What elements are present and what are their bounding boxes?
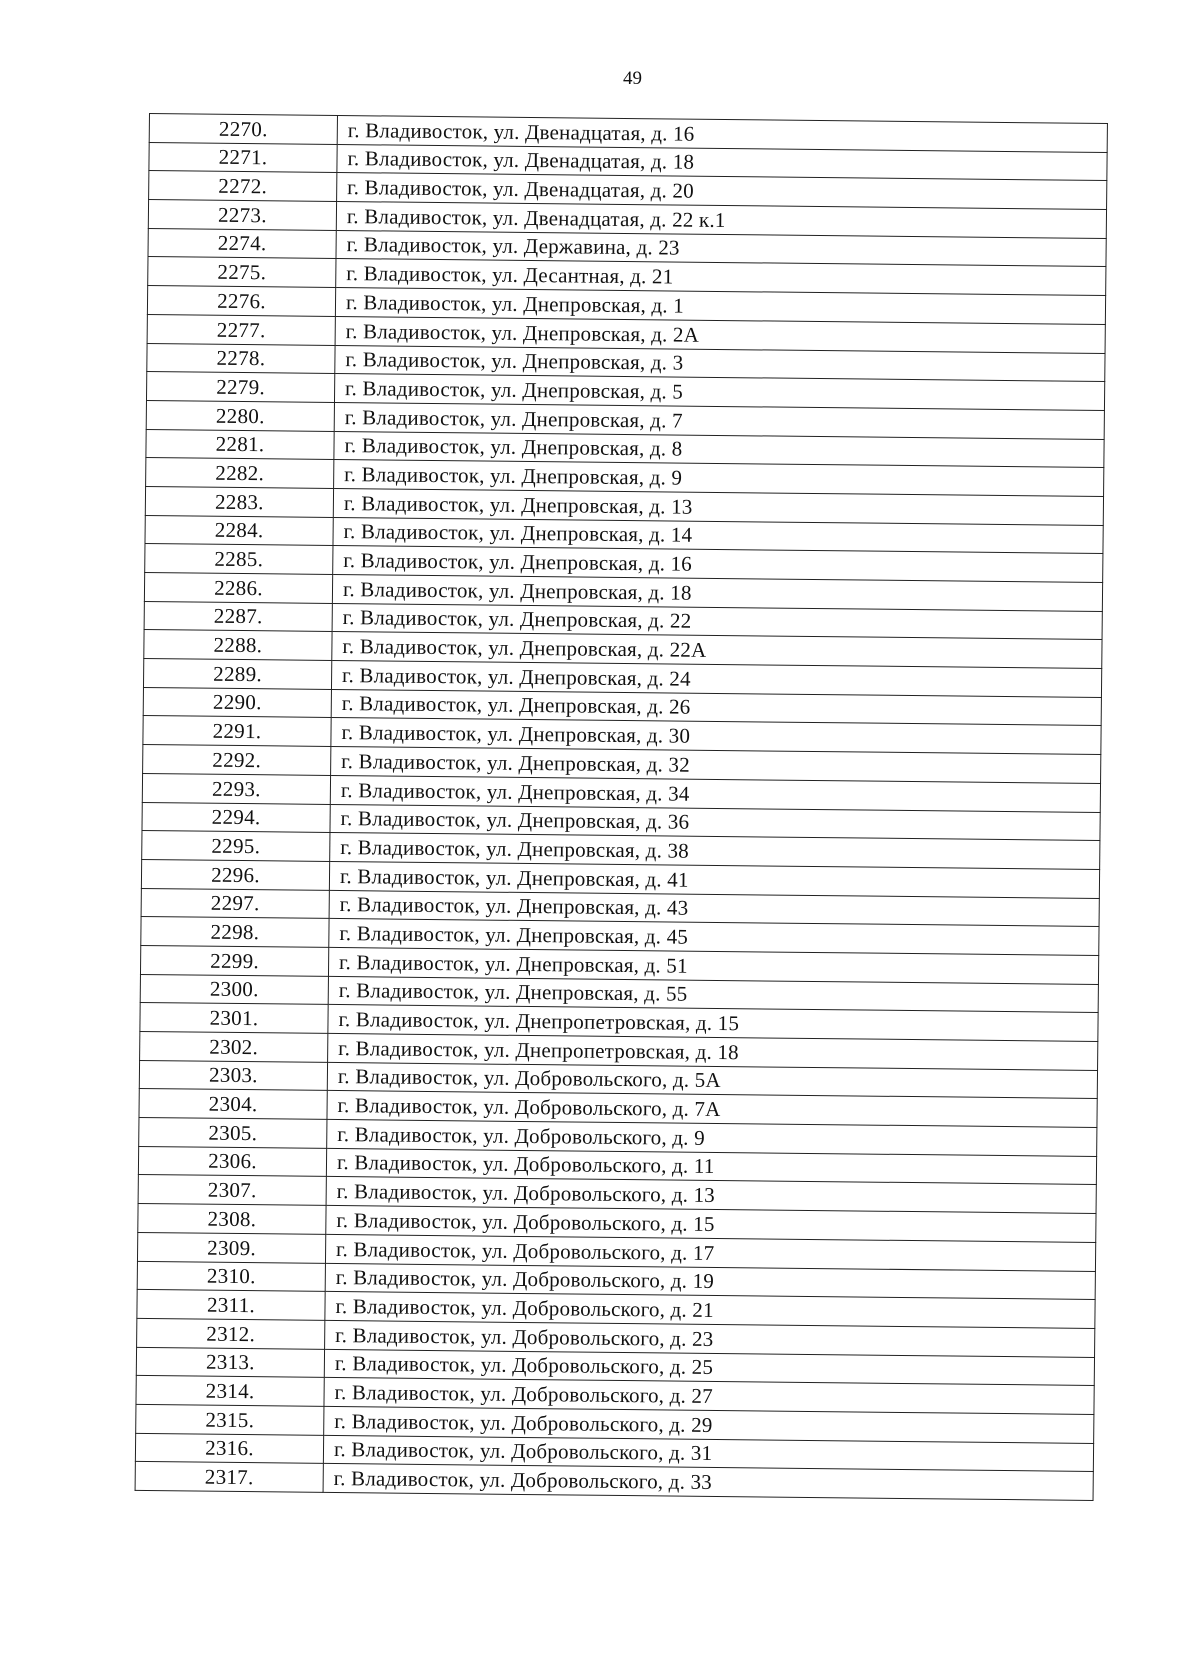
row-number-cell: 2302. xyxy=(140,1031,328,1062)
row-number-cell: 2299. xyxy=(140,945,328,976)
address-cell: г. Владивосток, ул. Днепровская, д. 1 xyxy=(335,288,1105,325)
address-cell: г. Владивосток, ул. Двенадцатая, д. 20 xyxy=(337,173,1107,210)
address-cell: г. Владивосток, ул. Добровольского, д. 19 xyxy=(325,1263,1095,1300)
address-cell: г. Владивосток, ул. Двенадцатая, д. 22 к.1 xyxy=(336,202,1106,239)
address-cell: г. Владивосток, ул. Днепровская, д. 30 xyxy=(331,718,1101,755)
row-number-cell: 2273. xyxy=(148,200,336,231)
address-cell: г. Владивосток, ул. Добровольского, д. 25 xyxy=(324,1349,1094,1386)
address-cell: г. Владивосток, ул. Добровольского, д. 21 xyxy=(325,1292,1095,1329)
address-cell: г. Владивосток, ул. Десантная, д. 21 xyxy=(336,259,1106,296)
row-number-cell: 2294. xyxy=(142,802,330,833)
row-number-cell: 2275. xyxy=(148,257,336,288)
address-cell: г. Владивосток, ул. Днепровская, д. 3 xyxy=(335,345,1105,382)
address-cell: г. Владивосток, ул. Добровольского, д. 5А xyxy=(327,1062,1097,1099)
row-number-cell: 2288. xyxy=(144,630,332,661)
address-cell: г. Владивосток, ул. Добровольского, д. 33 xyxy=(323,1464,1093,1501)
row-number-cell: 2305. xyxy=(139,1118,327,1149)
address-cell: г. Владивосток, ул. Добровольского, д. 29 xyxy=(324,1406,1094,1443)
address-cell: г. Владивосток, ул. Днепровская, д. 45 xyxy=(329,919,1099,956)
address-cell: г. Владивосток, ул. Днепровская, д. 24 xyxy=(331,661,1101,698)
address-cell: г. Владивосток, ул. Добровольского, д. 11 xyxy=(326,1148,1096,1185)
address-cell: г. Владивосток, ул. Добровольского, д. 31 xyxy=(323,1435,1093,1472)
address-cell: г. Владивосток, ул. Днепровская, д. 36 xyxy=(330,804,1100,841)
row-number-cell: 2277. xyxy=(147,314,335,345)
row-number-cell: 2276. xyxy=(147,286,335,317)
row-number-cell: 2293. xyxy=(142,773,330,804)
row-number-cell: 2280. xyxy=(146,400,334,431)
address-cell: г. Владивосток, ул. Добровольского, д. 17 xyxy=(325,1234,1095,1271)
row-number-cell: 2298. xyxy=(141,917,329,948)
row-number-cell: 2304. xyxy=(139,1089,327,1120)
address-cell: г. Владивосток, ул. Днепропетровская, д. 18 xyxy=(328,1033,1098,1070)
address-cell: г. Владивосток, ул. Днепровская, д. 55 xyxy=(328,976,1098,1013)
row-number-cell: 2311. xyxy=(137,1290,325,1321)
row-number-cell: 2308. xyxy=(138,1204,326,1235)
address-cell: г. Владивосток, ул. Добровольского, д. 15 xyxy=(326,1206,1096,1243)
row-number-cell: 2291. xyxy=(143,716,331,747)
row-number-cell: 2279. xyxy=(146,372,334,403)
address-cell: г. Владивосток, ул. Двенадцатая, д. 18 xyxy=(337,144,1107,181)
row-number-cell: 2303. xyxy=(139,1060,327,1091)
address-cell: г. Владивосток, ул. Днепровская, д. 14 xyxy=(333,517,1103,554)
row-number-cell: 2289. xyxy=(143,659,331,690)
address-cell: г. Владивосток, ул. Добровольского, д. 7А xyxy=(327,1091,1097,1128)
address-cell: г. Владивосток, ул. Днепровская, д. 2А xyxy=(335,316,1105,353)
row-number-cell: 2286. xyxy=(144,572,332,603)
row-number-cell: 2278. xyxy=(147,343,335,374)
row-number-cell: 2309. xyxy=(137,1232,325,1263)
address-cell: г. Владивосток, ул. Днепровская, д. 38 xyxy=(330,833,1100,870)
row-number-cell: 2295. xyxy=(142,831,330,862)
address-cell: г. Владивосток, ул. Добровольского, д. 9 xyxy=(327,1119,1097,1156)
row-number-cell: 2301. xyxy=(140,1003,328,1034)
address-cell: г. Владивосток, ул. Добровольского, д. 23 xyxy=(325,1320,1095,1357)
address-cell: г. Владивосток, ул. Днепровская, д. 34 xyxy=(330,775,1100,812)
row-number-cell: 2292. xyxy=(143,745,331,776)
address-cell: г. Владивосток, ул. Днепровская, д. 32 xyxy=(331,747,1101,784)
row-number-cell: 2315. xyxy=(136,1404,324,1435)
row-number-cell: 2307. xyxy=(138,1175,326,1206)
table-body xyxy=(135,114,1107,1501)
address-cell: г. Владивосток, ул. Днепровская, д. 22 xyxy=(332,603,1102,640)
row-number-cell: 2272. xyxy=(149,171,337,202)
address-cell: г. Владивосток, ул. Днепровская, д. 43 xyxy=(329,890,1099,927)
address-cell: г. Владивосток, ул. Днепровская, д. 51 xyxy=(328,947,1098,984)
address-cell: г. Владивосток, ул. Добровольского, д. 27 xyxy=(324,1378,1094,1415)
row-number-cell: 2284. xyxy=(145,515,333,546)
address-cell: г. Владивосток, ул. Днепровская, д. 8 xyxy=(334,431,1104,468)
row-number-cell: 2283. xyxy=(145,486,333,517)
row-number-cell: 2297. xyxy=(141,888,329,919)
row-number-cell: 2306. xyxy=(138,1146,326,1177)
row-number-cell: 2300. xyxy=(140,974,328,1005)
page-number: 49 xyxy=(623,68,642,89)
address-cell: г. Владивосток, ул. Днепровская, д. 41 xyxy=(329,861,1099,898)
row-number-cell: 2316. xyxy=(135,1433,323,1464)
row-number-cell: 2310. xyxy=(137,1261,325,1292)
address-cell: г. Владивосток, ул. Днепровская, д. 26 xyxy=(331,689,1101,726)
address-cell: г. Владивосток, ул. Днепровская, д. 22А xyxy=(332,632,1102,669)
row-number-cell: 2313. xyxy=(136,1347,324,1378)
address-cell: г. Владивосток, ул. Добровольского, д. 13 xyxy=(326,1177,1096,1214)
row-number-cell: 2296. xyxy=(141,859,329,890)
address-table xyxy=(135,113,1108,1501)
address-cell: г. Владивосток, ул. Днепровская, д. 9 xyxy=(334,460,1104,497)
row-number-cell: 2287. xyxy=(144,601,332,632)
row-number-cell: 2317. xyxy=(135,1462,323,1493)
address-cell: г. Владивосток, ул. Днепровская, д. 16 xyxy=(333,546,1103,583)
row-number-cell: 2312. xyxy=(137,1318,325,1349)
row-number-cell: 2271. xyxy=(149,142,337,173)
address-cell: г. Владивосток, ул. Державина, д. 23 xyxy=(336,230,1106,267)
row-number-cell: 2282. xyxy=(146,458,334,489)
address-cell: г. Владивосток, ул. Днепровская, д. 7 xyxy=(334,402,1104,439)
address-cell: г. Владивосток, ул. Днепровская, д. 18 xyxy=(332,574,1102,611)
row-number-cell: 2290. xyxy=(143,687,331,718)
row-number-cell: 2314. xyxy=(136,1376,324,1407)
address-cell: г. Владивосток, ул. Днепровская, д. 5 xyxy=(334,374,1104,411)
row-number-cell: 2270. xyxy=(149,114,337,145)
address-cell: г. Владивосток, ул. Днепропетровская, д. 15 xyxy=(328,1005,1098,1042)
row-number-cell: 2274. xyxy=(148,228,336,259)
row-number-cell: 2281. xyxy=(146,429,334,460)
address-cell: г. Владивосток, ул. Двенадцатая, д. 16 xyxy=(337,115,1107,152)
address-cell: г. Владивосток, ул. Днепровская, д. 13 xyxy=(333,488,1103,525)
row-number-cell: 2285. xyxy=(145,544,333,575)
